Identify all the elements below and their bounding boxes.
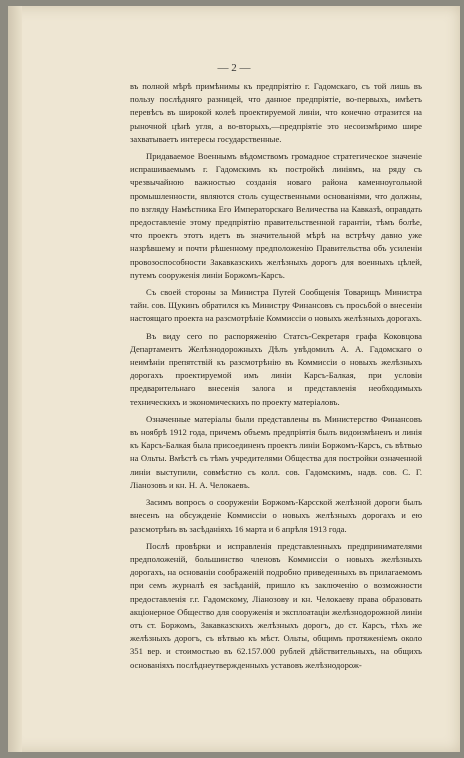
page-binding-edge bbox=[8, 6, 22, 752]
paragraph: Въ виду сего по распоряженію Статсъ-Секретаря графа Коковцова Департаментъ Желѣзнодорожныхъ Дѣлъ увѣдомилъ А. А. Гадомскаго о неимѣніи препятствій къ разсмотрѣнію въ Коммиссіи о новыхъ желѣзныхъ дорогахъ проектируемой имъ линіи Карсъ-Балкая, при условіи предварительнаго внесенія залога и представленія необходимыхъ техническихъ и экономическихъ по проекту матеріаловъ. bbox=[130, 330, 422, 407]
paragraph: въ полной мѣрѣ примѣнимы къ предпріятію г. Гадомскаго, съ той лишь въ пользу послѣдняго разницей, что данное предпріятіе, во-первыхъ, имѣетъ перевѣсъ въ широкой колеѣ проектируемой линіи, что конечно отразится на рыночной цѣнѣ угля, а во-вторыхъ,—предпріятіе это несоизмѣримо шире захватываетъ интересы государственные. bbox=[130, 81, 422, 144]
paragraph: Придаваемое Военнымъ вѣдомствомъ громадное стратегическое значеніе испрашиваемымъ г. Гадомскимъ къ постройкѣ линіямъ, на ряду съ чрезвычайною важностью созданія новаго района каменноугольной промышленности, являются столь существенными основаніями, что должны, по взгляду Намѣстника Его Императорскаго Величества на Кавказѣ, оправдать предоставленіе этому предпріятію правительственной гарантіи, тѣмъ болѣе, что проектъ этотъ идетъ въ значительной мѣрѣ на встрѣчу давно уже назрѣвшему и почти рѣшенному предположенію Правительства объ усиленіи провозоспособности Закавказскихъ желѣзныхъ дорогъ для военныхъ цѣлей, путемъ сооруженія линіи Боржомъ-Карсъ. bbox=[130, 151, 422, 280]
paragraph: Означенные матеріалы были представлены въ Министерство Финансовъ въ ноябрѣ 1912 года, причемъ объемъ предпріятія былъ видоизмѣненъ и линія къ Карсъ-Балкая была присоединенъ проектъ линіи Боржомъ-Карсъ, съ вѣтвью на Ольты. Вмѣстѣ съ тѣмъ учредителями Общества для постройки означенной линіи выступили, совмѣстно съ колл. сов. Гадомскимъ, надв. сов. С. Г. Ліанозовъ и кн. Н. А. Челокаевъ. bbox=[130, 413, 422, 490]
paragraph: Послѣ провѣрки и исправленія представленныхъ предпринимателями предположеній, большинство членовъ Коммиссіи о новыхъ желѣзныхъ дорогахъ, на основаніи соображеній подробно приведенныхъ въ прилагаемомъ при семъ журналѣ ея засѣданій, пришло къ заключенію о возможности предоставленія г.г. Гадомскому, Ліанозову и кн. Челокаеву права образовать акціонерное Общество для сооруженія и эксплоатаціи желѣзнодорожной линіи отъ ст. Боржомъ, Закавказскихъ желѣзныхъ дорогъ, до ст. Карсъ, тѣхъ же желѣзныхъ дорогъ, съ вѣтвью къ мѣст. Ольты, общимъ протяженіемъ около 351 вер. и стоимостью въ 62.157.000 рублей дѣйствительныхъ, на общихъ основаніяхъ послѣднеутвержденныхъ уставовъ желѣзнодорож- bbox=[130, 540, 422, 670]
page-number: — 2 — bbox=[217, 62, 251, 74]
paragraph: Засимъ вопросъ о сооруженіи Боржомъ-Карсской желѣзной дороги былъ внесенъ на обсужденіе Коммиссіи о новыхъ желѣзныхъ дорогахъ и ею разсмотрѣнъ въ засѣданіяхъ 16 марта и 6 апрѣля 1913 года. bbox=[130, 497, 422, 534]
paragraph: Съ своей стороны за Министра Путей Сообщенія Товарищъ Министра тайн. сов. Щукинъ обратился къ Министру Финансовъ съ просьбой о внесеніи настоящаго проекта на разсмотрѣніе Коммиссіи о новыхъ желѣзныхъ дорогахъ. bbox=[130, 287, 422, 324]
body-text bbox=[130, 80, 422, 676]
document-page bbox=[8, 6, 460, 752]
